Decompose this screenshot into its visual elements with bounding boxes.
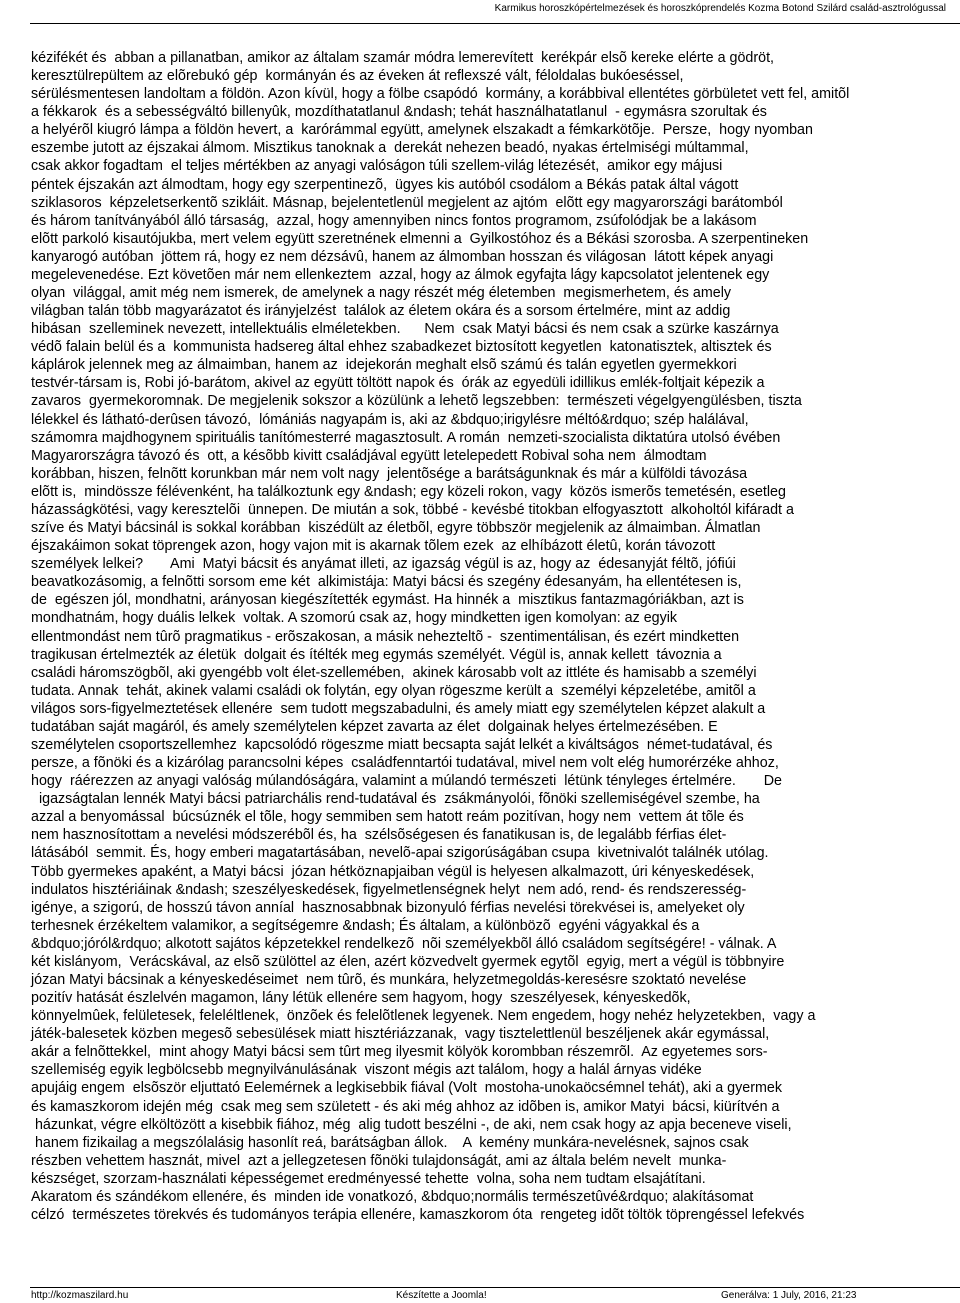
article-line: a fékkarok és a sebességváltó billenyûk, mozdíthatatlanul &ndash; tehát használhatatlanul - egymásra szorultak és <box>31 104 767 121</box>
article-line: elõtt is, mindössze félévenként, ha találkoztunk egy &ndash; egy közeli rokon, vagy közös ismerõs temetésén, esetleg <box>31 483 786 500</box>
article-line: látásából semmit. És, hogy emberi magatartásában, nevelõ-apai szigorúságában csupa kivetnivalót találnék utólag. <box>31 845 769 862</box>
article-line: és kamaszkorom idején még csak meg sem született - és aki még ahhoz az idõben is, amikor Matyi bácsi, kiürítvén a <box>31 1098 780 1115</box>
footer-credit: Készítette a Joomla! <box>396 1290 487 1301</box>
article-line: Akaratom és szándékom ellenére, és minden ide vonatkozó, &bdquo;normális természetûvé&rdquo; alakításomat <box>31 1188 754 1205</box>
article-line: megelevenedése. Ezt követõen már nem ellenkeztem azzal, hogy az álmok egyfajta lágy kapcsolatot jelentenek egy <box>31 266 770 283</box>
article-line: családi háromszögbõl, aki gyengébb volt élet-szellemében, akinek károsabb volt az ittléte és hamisabb a személyi <box>31 664 757 681</box>
article-line: persze, a fõnöki és a kizárólag parancsolni képes családfenntartói tudatával, mivel nem volt elég humorérzéke ahhoz, <box>31 755 779 772</box>
article-line: zavaros gyermekoromnak. De megjelenik sokszor a közülünk a lehetõ legszebben: természeti végelgyengülésben, tiszta <box>31 393 802 410</box>
article-line: keresztülrepültem az elõrebukó gép kormányán és az éveken át reflexszé vált, féloldalas bukóeséssel, <box>31 68 684 85</box>
article-line: Magyarországra távozó és ott, a késõbb kivitt családjával együtt letelepedett Robival soha nem álmodtam <box>31 447 707 464</box>
article-line: játék-balesetek közben megesõ sebesülések miatt hisztériázzanak, vagy tisztelettlenül beszéljenek akár egymással, <box>31 1026 770 1043</box>
article-line: szellemiség egyik legbölcsebb megnyilvánulásának viszont mégis azt találom, hogy a halál árnyas vidéke <box>31 1062 702 1079</box>
article-line: káplárok jelennek meg az álmaimban, hanem az idejekorán meghalt elsõ számú és talán egyetlen gyermekkori <box>31 357 737 374</box>
article-line: sérülésmentesen landoltam a földön. Azon kívül, hogy a fölbe csapódó kormány, a korábbival ellentétes görbületet vett fel, amitõl <box>31 86 850 103</box>
article-line: péntek éjszakán azt álmodtam, hogy egy szerpentinezõ, ügyes kis autóból csodálom a Békás patak által vágott <box>31 176 739 193</box>
article-line: akár a felnõttekkel, mint ahogy Matyi bácsi sem tûrt meg ilyesmit kölyök korombban részemrõl. Az egyetemes sors- <box>31 1044 768 1061</box>
article-line: indulatos hisztériáinak &ndash; szeszélyeskedések, figyelmetlenségnek helyt nem adó, rend- és rendszeresség- <box>31 881 747 898</box>
article-line: terhesnek érzékeltem valamikor, a segítségemre &ndash; És általam, a különbözõ egyéni vágyakkal és a <box>31 917 700 934</box>
article-line: védõ falain belül és a kommunista hadsereg által ehhez szabadkezet biztosított kegyetlen katonatisztek, altisztek és <box>31 339 772 356</box>
footer-generated-date: Generálva: 1 July, 2016, 21:23 <box>721 1290 857 1301</box>
article-line: világban talán több magyarázatot és irányjelzést találok az életem okára és a sorsom értelmére, mint az addig <box>31 303 731 320</box>
article-line: világos sors-figyelmeztetések ellenére sem tudott megszabadulni, és amely miatt egy személytelen képzet alakult a <box>31 700 766 717</box>
article-line: személytelen csoportszellemhez kapcsolódó rögeszme miatt becsapta saját lelkét a kiváltságos német-tudatával, és <box>31 736 773 753</box>
page-header-title: Karmikus horoszkópértelmezések és horoszkóprendelés Kozma Botond Szilárd család-asztrológussal <box>494 3 946 14</box>
header-divider <box>30 23 960 24</box>
footer-site-url[interactable]: http://kozmaszilard.hu <box>31 1290 129 1301</box>
article-line: kézifékét és abban a pillanatban, amikor az általam szamár módra lemerevített kerékpár elsõ kereke elérte a gödröt, <box>31 50 775 66</box>
article-line: szíve és Matyi bácsinál is sokkal korábban kiszédült az életbõl, egyre többször megjelenik az álmaimban. Álmatlan <box>31 520 761 537</box>
article-line: lélekkel és látható-derûsen távozó, lómániás nagyapám is, aki az &bdquo;irigylésre méltó&rdquo; szép halálával, <box>31 411 749 428</box>
article-line: célzó természetes törekvés és tudományos terápia ellenére, kamaszkorom óta rengeteg idõt töltök töprengéssel lefekvés <box>31 1207 805 1223</box>
article-line: elõtt parkoló kisautójukba, mert velem együtt szeretnének elmenni a Gyilkostóhoz és a Békási szorosba. A szerpentineken <box>31 230 809 247</box>
article-line: készséget, szorzam-használati képességemet eredményessé tehette volna, soha nem tudtam elsajátítani. <box>31 1170 706 1187</box>
article-line: hibásan szelleminek nevezett, intellektuális elméletekben. Nem csak Matyi bácsi és nem csak a szürke kaszárnya <box>31 321 779 338</box>
article-line: a helyérõl kiugró lámpa a földön hevert, a karórámmal együtt, amelynek elszakadt a fémkarkötõje. Persze, hogy nyomban <box>31 122 813 139</box>
article-line: házunkat, végre elköltözött a kisebbik fiához, még alig tudott beszélni -, de aki, nem csak hogy az apja beceneve viseli, <box>31 1116 792 1133</box>
article-line: korábban, hiszen, felnõtt korunkban már nem volt nagy jelentõsége a barátságunknak és már a külföldi távozása <box>31 465 748 482</box>
article-line: és három tanítványából álló társaság, azzal, hogy amennyiben nincs fontos programom, zsúfolódjak be a lakásom <box>31 212 757 229</box>
article-line: pozitív hatását észlelvén magamon, lány létük ellenére sem hagyom, hogy szeszélyesek, kényeskedõk, <box>31 990 691 1007</box>
article-line: éjszakáimon sokat töprengek azon, hogy vajon mit is akarnak tõlem ezek az elhíbázott életû, korán távozott <box>31 538 716 555</box>
article-line: de egészen jól, mondhatni, arányosan kiegészítették egymást. Ha hinnék a misztikus fantazmagóriákban, azt is <box>31 592 744 609</box>
article-line: igénye, a szigorú, de hosszú távon anníal hasznosabbnak bizonyuló férfias nevelési törekvései is, amelyeket oly <box>31 899 745 916</box>
article-line: ellentmondást nem tûrõ pragmatikus - erõszakosan, a másik nehezteltõ - szentimentálisan, és ezért mindketten <box>31 628 740 645</box>
article-line: igazságtalan lennék Matyi bácsi patriarchális rend-tudatával és zsákmányolói, fõnöki szellemiségével szembe, ha <box>31 791 760 808</box>
article-line: könnyelmûek, felületesek, feleléltlenek, önzõek és felelõtlenek legyenek. Nem engedem, hogy nehéz helyzetekben, vagy a <box>31 1008 816 1025</box>
article-line: számomra majdhogynem spirituális tanítómesterré magasztosult. A román nemzeti-szocialista diktatúra utolsó évében <box>31 429 781 446</box>
article-line: nem hasznosítottam a nevelési módszerébõl és, ha szélsõségesen és fanatikusan is, de legalább férfias élet- <box>31 827 727 844</box>
article-line: józan Matyi bácsinak a kényeskedéseimet nem tûrõ, és munkára, helyzetmegoldás-keresésre szoktató nevelése <box>31 971 747 988</box>
article-line: apujáig engem elsõször eljuttató Eelemérnek a legkisebbik fiával (Volt mostoha-unokaöcsémnel tehát), aki a gyermek <box>31 1080 782 1097</box>
article-line: két kislányom, Verácskával, az elsõ szülöttel az élen, azért közvedvelt gyermek egytõl egyig, mert a végül is többnyire <box>31 953 785 970</box>
article-line: házasságkötési, vagy keresztelõi ünnepen. De miután a sok, többé - kevésbé titokban elfogyasztott alkoholtól kifáradt a <box>31 501 794 518</box>
article-line: részben vehettem hasznát, mivel azt a jellegzetesen fõnöki tulajdonságát, ami az általa belém nevelt munka- <box>31 1152 727 1169</box>
article-line: hogy ráérezzen az anyagi valóság múlandóságára, valamint a múlandó természeti létünk tényleges értelmére. De <box>31 773 782 790</box>
article-line: olyan világgal, amit még nem ismerek, de amelynek a nagy részét még életemben megismerhetem, és amely <box>31 285 732 302</box>
article-line: eszembe jutott az éjszakai álmom. Misztikus tanoknak a derekát nehezen beadó, nyakas értelmiségi múltammal, <box>31 140 749 157</box>
article-body <box>31 49 960 1224</box>
article-line: testvér-társam is, Robi jó-barátom, akivel az együtt töltött napok és órák az egyedüli idillikus emlék-foltjait képezik a <box>31 375 765 392</box>
article-line: tudata. Annak tehát, akinek valami családi ok folytán, egy olyan rögeszme került a személyi képzeletébe, amitõl a <box>31 682 756 699</box>
article-line: mondhatnám, hogy duális lelkek voltak. A szomorú csak az, hogy mindketten igen komolyan: az egyik <box>31 610 678 627</box>
article-line: beavatkozásomig, a felnõtti sorsom eme két alkimistája: Matyi bácsi és szegény édesanyám, ha ellentétesen is, <box>31 574 742 591</box>
article-line: hanem fizikailag a megszólalásig hasonlít reá, barátságban állok. A kemény munkára-nevelésnek, sajnos csak <box>31 1134 749 1151</box>
article-line: kanyarogó autóban jöttem rá, hogy ez nem dézsávû, hanem az álmomban hosszan és világosan látott képek anyagi <box>31 248 774 265</box>
article-line: tudatában saját magáról, és amely személytelen képzet zavarta az élet dolgainak helyes értelmezésében. E <box>31 718 718 735</box>
article-line: azzal a benyomással búcsúznék el tõle, hogy semmiben sem hatott reám pozitívan, hogy nem vettem át tõle és <box>31 809 744 826</box>
article-line: &bdquo;jóról&rdquo; alkotott sajátos képzetekkel rendelkezõ nõi személyekbõl álló családom segítségére! - válnak. A <box>31 935 777 952</box>
article-line: személyek lelkei? Ami Matyi bácsit és anyámat illeti, az igazság végül is az, hogy az édesanyját féltõ, jófiúi <box>31 556 736 573</box>
article-line: csak akkor fogadtam el teljes mértékben az anyagi valóságon túli szellem-világ létezését, amikor egy májusi <box>31 158 723 175</box>
footer-divider <box>30 1287 960 1288</box>
article-line: sziklasoros képzeletserkentõ szikláit. Másnap, bejelentetlenül megjelent az ajtóm elõtt egy magyarországi barátomból <box>31 194 783 211</box>
article-line: Több gyermekes apaként, a Matyi bácsi józan hétköznapjaiban végül is helyesen alkalmazott, úri kényeskedések, <box>31 863 755 880</box>
article-line: tragikusan értelmezték az életük dolgait és ítélték meg egymás személyét. Végül is, annak kellett távoznia a <box>31 646 722 663</box>
